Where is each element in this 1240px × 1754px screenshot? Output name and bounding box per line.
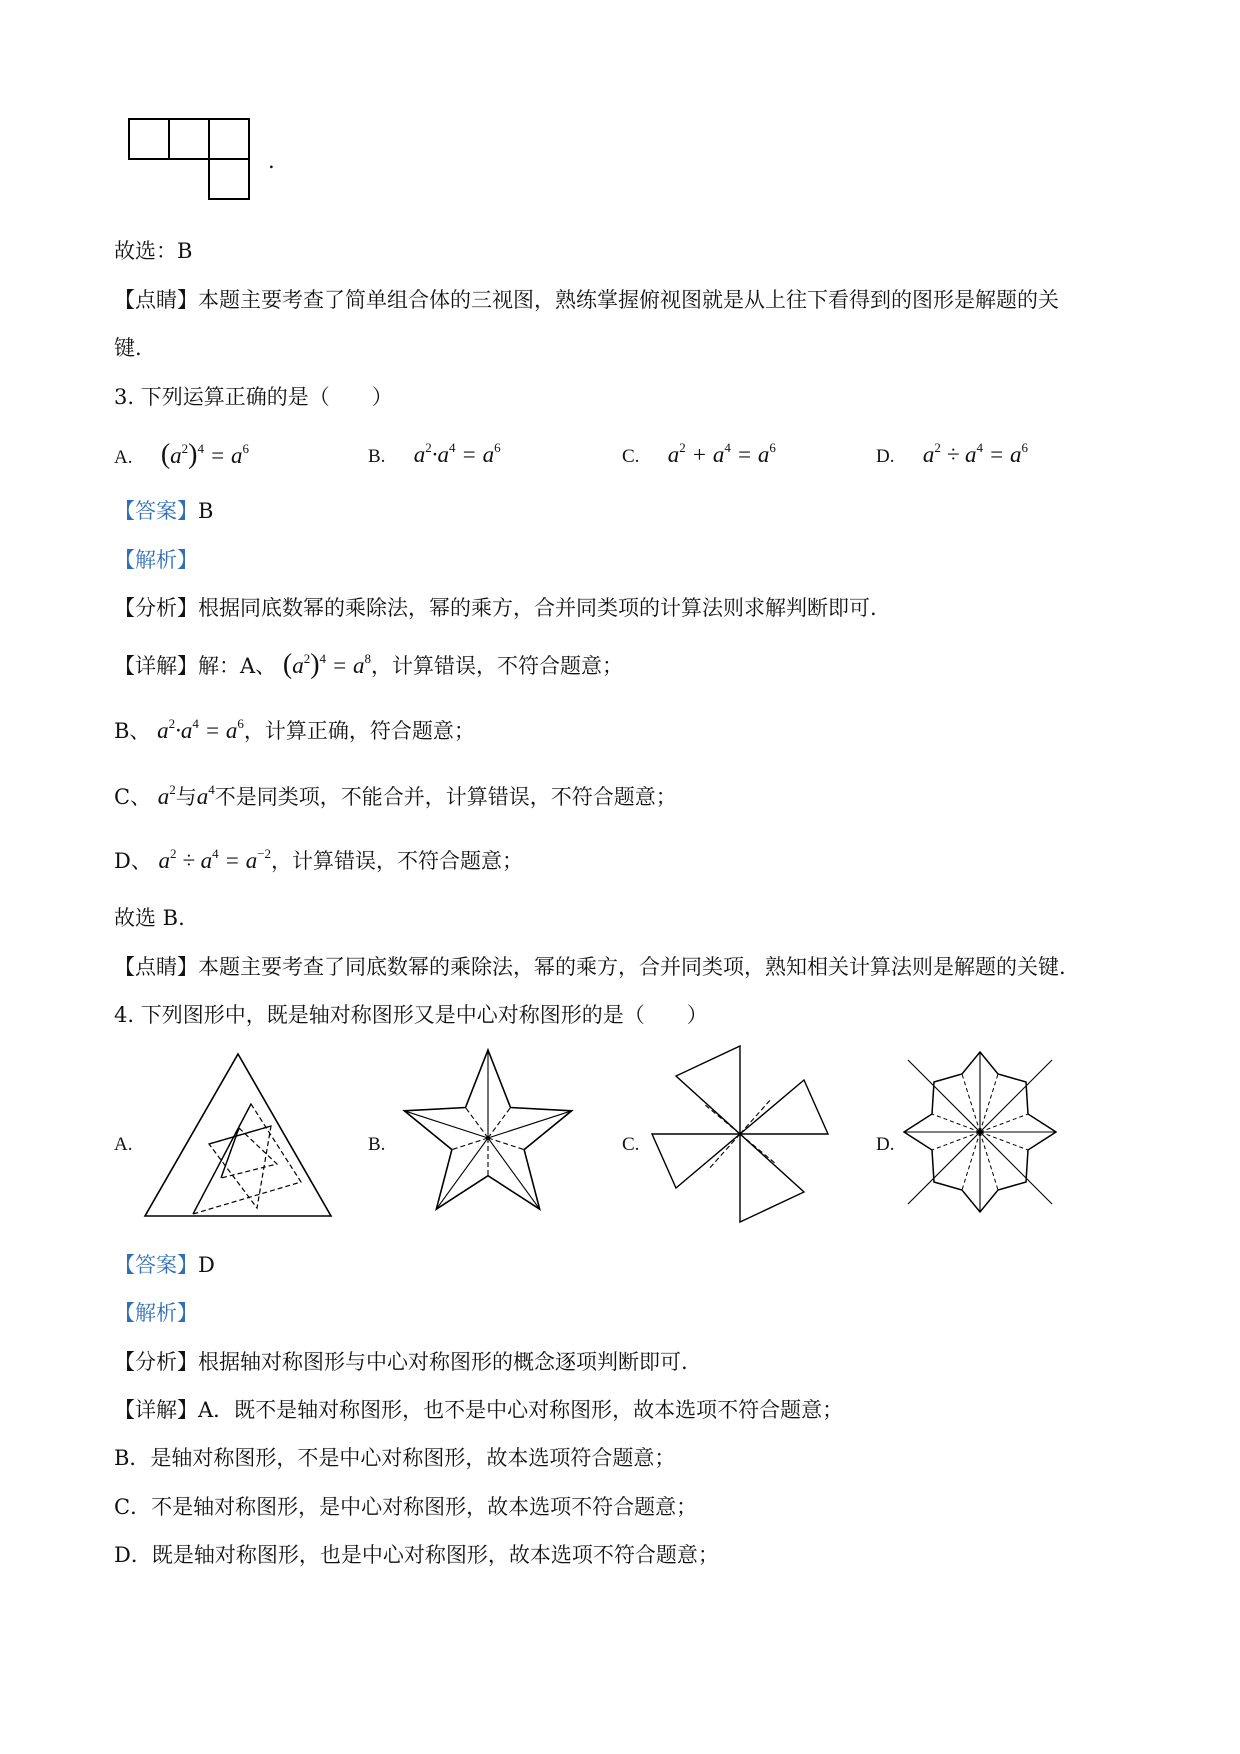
q2-dianjing-cont: 键. [114, 336, 142, 360]
q3-choose: 故选 B. [114, 906, 185, 930]
fenxi-text: 根据同底数幂的乘除法，幂的乘方，合并同类项的计算法则求解判断即可. [198, 596, 877, 620]
dianjing-text: 本题主要考查了简单组合体的三视图，熟练掌握俯视图就是从上往下看得到的图形是解题的关 [198, 288, 1059, 312]
dianjing-tag: 【点睛】 [114, 955, 198, 979]
answer-tag: 【答案】 [114, 499, 198, 523]
figure-a-triangle [143, 1052, 333, 1218]
top-view-figure [128, 118, 254, 204]
xiangjie-tag: 【详解】 [114, 654, 198, 678]
figure-c-pinwheel [652, 1046, 828, 1222]
q3-answer [114, 496, 213, 526]
line-text: 不是同类项，不能合并，计算错误，不符合题意； [214, 785, 677, 809]
option-label: C. [622, 446, 640, 467]
q3-option-c: C. $a^2 + a^4 = a^6$ [622, 440, 776, 467]
q4-fenxi [114, 1347, 688, 1377]
q4-stem: 4. 下列图形中，既是轴对称图形又是中心对称图形的是（ ） [114, 1003, 708, 1027]
option-label: B. [368, 1134, 386, 1155]
q3-option-d: D. $a^2 \div a^4 = a^6$ [876, 440, 1028, 467]
q3-analysis-tag: 【解析】 [114, 548, 198, 572]
line-prefix: B、 [114, 719, 151, 743]
fenxi-tag: 【分析】 [114, 596, 198, 620]
line-text: ，计算正确，符合题意； [243, 719, 475, 743]
line-prefix: D、 [114, 849, 152, 873]
q4-line-d: D．既是轴对称图形，也是中心对称图形，故本选项不符合题意； [114, 1543, 719, 1567]
option-label: A. [114, 1134, 133, 1155]
answer-value: B [198, 499, 214, 523]
q3-fenxi [114, 593, 877, 623]
q2-dianjing [114, 285, 1059, 315]
q4-analysis-tag: 【解析】 [114, 1301, 198, 1325]
line-text: ，计算错误，不符合题意； [271, 849, 524, 873]
answer-value: D [198, 1253, 215, 1277]
fenxi-text: 根据轴对称图形与中心对称图形的概念逐项判断即可. [198, 1350, 688, 1374]
q2-answer-line: 故选：B [114, 239, 193, 263]
q3-stem: 3. 下列运算正确的是（ ） [114, 385, 393, 409]
q3-line-d: D、 $a^2 \div a^4 = a^{-2}$，计算错误，不符合题意； [114, 846, 524, 873]
xiangjie-line-a: A．既不是轴对称图形，也不是中心对称图形，故本选项不符合题意； [198, 1398, 844, 1422]
option-label: C. [622, 1134, 640, 1155]
q4-xiangjie-a [114, 1395, 843, 1425]
figure-d-star [902, 1052, 1058, 1212]
dianjing-tag: 【点睛】 [114, 288, 198, 312]
q3-xiangjie-a: 【详解】解：A、 $(a^2)^4 = a^8$，计算错误，不符合题意； [114, 649, 624, 680]
q3-dianjing [114, 952, 1066, 982]
fenxi-tag: 【分析】 [114, 1350, 198, 1374]
answer-tag: 【答案】 [114, 1253, 198, 1277]
q4-line-c: C．不是轴对称图形，是中心对称图形，故本选项不符合题意； [114, 1495, 698, 1519]
dianjing-text: 本题主要考查了同底数幂的乘除法，幂的乘方，合并同类项，熟知相关计算法则是解题的关键. [198, 955, 1066, 979]
figure-trailing-period: . [268, 149, 275, 173]
q4-answer [114, 1250, 215, 1280]
option-label: A. [114, 447, 133, 468]
q3-option-b: B. $a^2\cdot a^4 = a^6$ [368, 440, 501, 467]
q3-option-a: A. $(a^2)^4 = a^6$ [114, 439, 250, 470]
figure-b-star [398, 1046, 578, 1222]
line-prefix: C、 [114, 785, 152, 809]
line-mid: 与 [175, 785, 197, 809]
xiangjie-a-text: ，计算错误，不符合题意； [371, 654, 624, 678]
xiangjie-prefix: 解：A、 [198, 654, 277, 678]
option-label: D. [876, 446, 895, 467]
option-label: B. [368, 446, 386, 467]
option-label: D. [876, 1134, 895, 1155]
q3-line-b: B、 $a^2\cdot a^4 = a^6$，计算正确，符合题意； [114, 716, 475, 743]
q4-line-b: B．是轴对称图形，不是中心对称图形，故本选项符合题意； [114, 1446, 676, 1470]
q3-line-c: C、 $a^2$与$a^4$不是同类项，不能合并，计算错误，不符合题意； [114, 782, 677, 809]
xiangjie-tag: 【详解】 [114, 1398, 198, 1422]
